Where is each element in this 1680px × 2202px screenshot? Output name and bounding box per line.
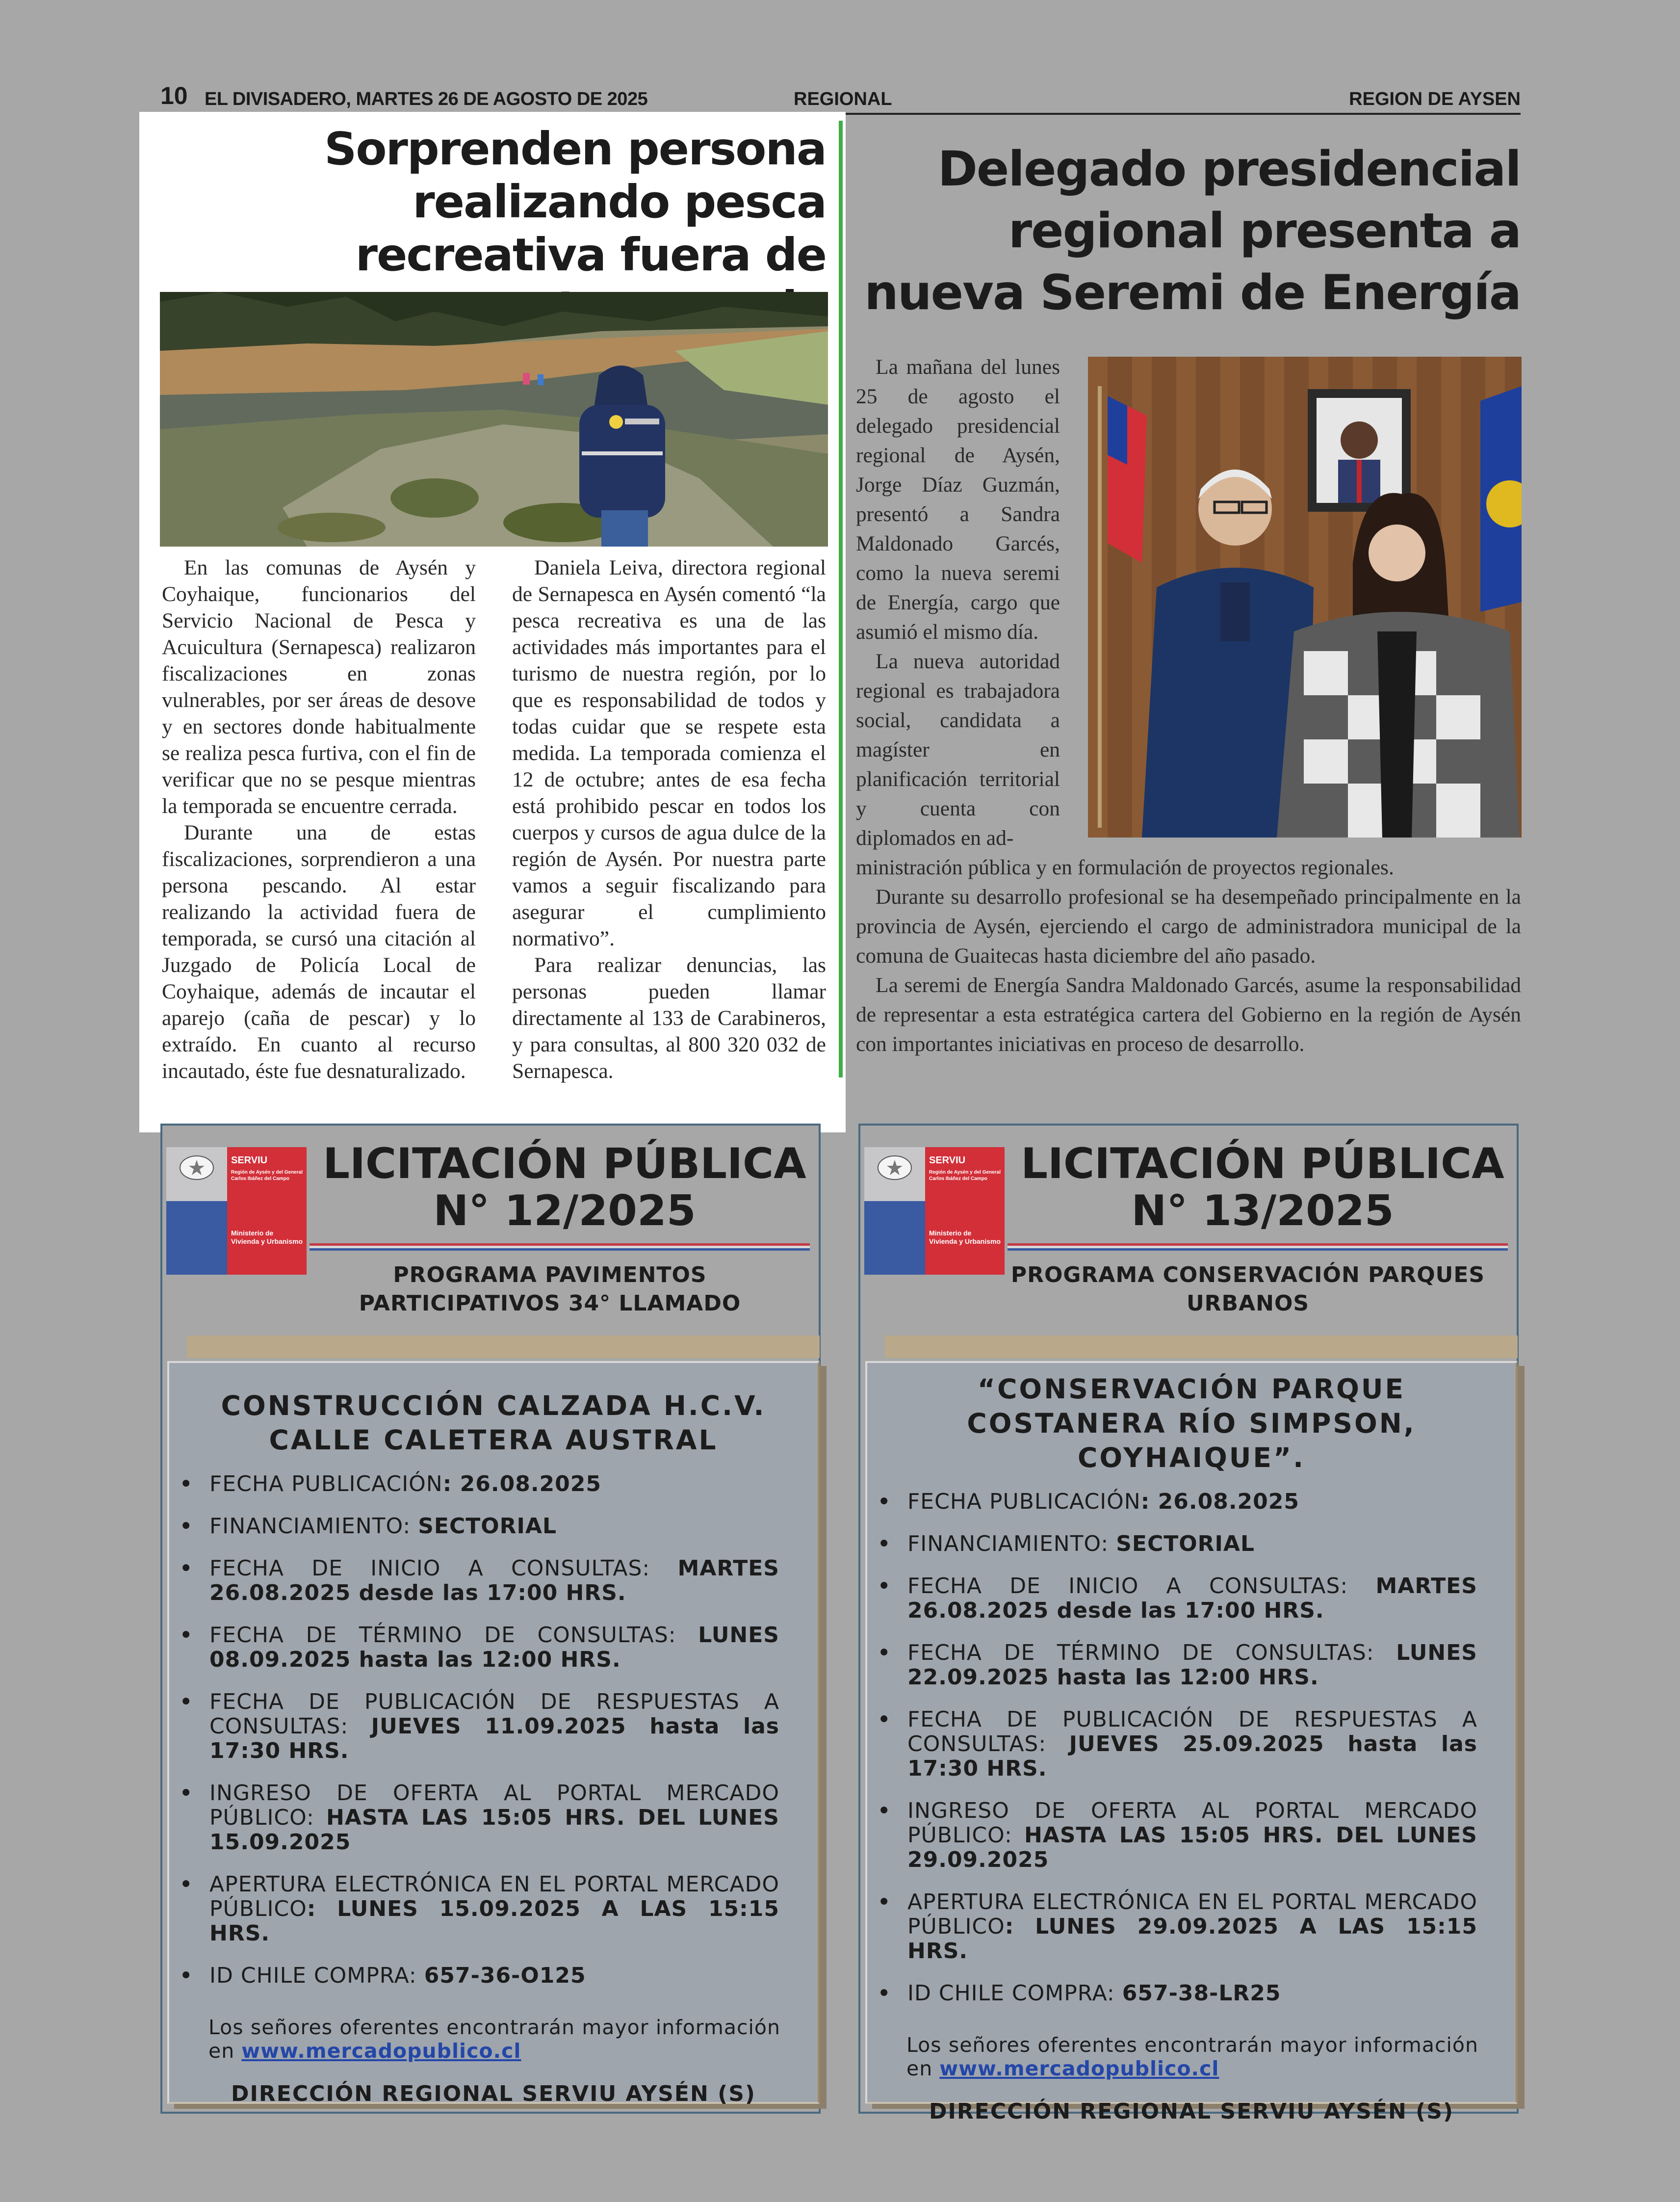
section-label: REGIONAL	[794, 89, 892, 109]
logo-region: Región de Aysén y del General Carlos Ibáñez del Campo	[929, 1170, 1001, 1181]
paragraph: ministración pública y en formulación de proyectos regionales.	[856, 856, 1394, 879]
ad-title	[1008, 1140, 1518, 1234]
tender-details-list	[169, 1472, 818, 1988]
paragraph: Durante su desarrollo profesional se ha desempeñado principalmente en la provincia de Aysén, ejerciendo el cargo de administradora municipal de la comuna de Guaitecas hasta diciembre del año pasado.	[856, 885, 1521, 968]
tender-ad-12	[160, 1124, 821, 2114]
list-item: • FECHA DE INICIO A CONSULTAS: MARTES 26.08.2025 desde las 17:00 HRS.	[209, 1556, 779, 1605]
list-item: • FECHA PUBLICACIÓN: 26.08.2025	[209, 1472, 779, 1496]
list-item: • FECHA PUBLICACIÓN: 26.08.2025	[907, 1490, 1477, 1514]
tender-details-list	[867, 1490, 1516, 2006]
article-column-2	[512, 554, 826, 1084]
logo-red-panel	[925, 1147, 1005, 1275]
paragraph: La mañana del lunes 25 de agosto el delegado presidencial regional de Aysén, Jorge Díaz Guzmán, presentó a Sandra Maldonado Garcés, como la nueva seremi de Energía, cargo que asumió el mismo día.	[856, 355, 1060, 644]
mercadopublico-link[interactable]: www.mercadopublico.cl	[241, 2039, 521, 2063]
project-title: “CONSERVACIÓN PARQUE COSTANERA RÍO SIMPSON, COYHAIQUE”.	[967, 1373, 1416, 1473]
list-item: • FECHA DE PUBLICACIÓN DE RESPUESTAS A CONSULTAS: JUEVES 11.09.2025 hasta las 17:30 HRS.	[209, 1690, 779, 1763]
tan-bar	[885, 1336, 1518, 1358]
tender-details-box	[865, 1361, 1518, 2124]
list-item: • APERTURA ELECTRÓNICA EN EL PORTAL MERCADO PÚBLICO: LUNES 29.09.2025 A LAS 15:15 HRS.	[907, 1890, 1477, 1964]
logo-flag-panel	[166, 1147, 227, 1275]
issuer-signature: DIRECCIÓN REGIONAL SERVIU AYSÉN (S)	[231, 2081, 756, 2106]
ad-title-line-1: LICITACIÓN PÚBLICA	[1021, 1139, 1504, 1188]
article-pesca	[139, 112, 846, 1132]
logo-blue-band	[166, 1201, 227, 1275]
logo-name: SERVIU	[231, 1155, 268, 1166]
serviu-logo	[166, 1147, 307, 1275]
river-photo	[160, 292, 828, 547]
page-header	[159, 82, 1521, 115]
logo-red-panel	[227, 1147, 307, 1275]
logo-ministry: Ministerio de Vivienda y Urbanismo	[231, 1229, 303, 1245]
ad-title-line-1: LICITACIÓN PÚBLICA	[323, 1139, 806, 1188]
logo-flag-panel	[864, 1147, 925, 1275]
ad-title	[310, 1140, 820, 1234]
tan-bar	[187, 1336, 820, 1358]
list-item: • FECHA DE TÉRMINO DE CONSULTAS: LUNES 08.09.2025 hasta las 12:00 HRS.	[209, 1623, 779, 1672]
coat-of-arms-icon	[864, 1147, 925, 1191]
list-item: • FINANCIAMIENTO: SECTORIAL	[209, 1514, 779, 1539]
page-number: 10	[160, 82, 188, 109]
list-item: • ID CHILE COMPRA: 657-36-O125	[209, 1964, 779, 1988]
program-name: PROGRAMA CONSERVACIÓN PARQUES URBANOS	[1010, 1262, 1485, 1316]
issuer-signature: DIRECCIÓN REGIONAL SERVIU AYSÉN (S)	[929, 2099, 1454, 2124]
title-rule	[310, 1243, 810, 1251]
tender-ad-13	[858, 1124, 1519, 2124]
list-item: • FECHA DE INICIO A CONSULTAS: MARTES 26.08.2025 desde las 17:00 HRS.	[907, 1574, 1477, 1623]
more-info-text: Los señores oferentes encontrarán mayor información en www.mercadopublico.cl	[208, 2016, 780, 2063]
logo-ministry: Ministerio de Vivienda y Urbanismo	[929, 1229, 1001, 1245]
list-item: • APERTURA ELECTRÓNICA EN EL PORTAL MERCADO PÚBLICO: LUNES 15.09.2025 A LAS 15:15 HRS.	[209, 1872, 779, 1946]
article-column-wide	[856, 853, 1521, 1059]
officials-photo	[1088, 357, 1522, 838]
paragraph: Durante una de estas fiscalizaciones, sorprendieron a una persona pescando. Al estar realizando la actividad fuera de temporada, se cursó una citación al Juzgado de Policía Local de Coyhaique, además de incautar el aparejo (caña de pescar) y lo extraído. En cuanto al recurso incautado, éste fue desnaturalizado.	[162, 821, 476, 1083]
paragraph: Para realizar denuncias, las personas pueden llamar directamente al 133 de Carabineros, y para consultas, al 800 320 032 de Sernapesca.	[512, 953, 826, 1083]
paragraph: La seremi de Energía Sandra Maldonado Garcés, asume la responsabilidad de representar a esta estratégica cartera del Gobierno en la región de Aysén con importantes iniciativas en proceso de desarrollo.	[856, 973, 1521, 1056]
article-headline: Sorprenden persona realizando pesca recreativa fuera de	[324, 123, 826, 281]
list-item: • ID CHILE COMPRA: 657-38-LR25	[907, 1981, 1477, 2006]
list-item: • FECHA DE PUBLICACIÓN DE RESPUESTAS A CONSULTAS: JUEVES 25.09.2025 hasta las 17:30 HRS.	[907, 1707, 1477, 1781]
paragraph: Daniela Leiva, directora regional de Sernapesca en Aysén comentó “la pesca recreativa es una de las actividades más importantes para el turismo de nuestra región, por lo que es responsabilidad de todos y todas cuidar que se respete esta medida. La temporada comienza el 12 de octubre; antes de esa fecha está prohibido pescar en todos los cuerpos y cursos de agua dulce de la región de Aysén. Por nuestra parte vamos a seguir fiscalizando para asegurar el cumplimiento normativo”.	[512, 556, 826, 950]
mercadopublico-link[interactable]: www.mercadopublico.cl	[939, 2057, 1219, 2080]
title-rule	[1008, 1243, 1508, 1251]
tender-details-box	[167, 1361, 820, 2104]
paragraph: La nueva autoridad regional es trabajadora social, candidata a magíster en planificación territorial y cuenta con diplomados en ad-	[856, 650, 1060, 850]
list-item: • INGRESO DE OFERTA AL PORTAL MERCADO PÚBLICO: HASTA LAS 15:05 HRS. DEL LUNES 29.09.2025	[907, 1799, 1477, 1872]
coat-of-arms-icon	[166, 1147, 227, 1191]
project-title: CONSTRUCCIÓN CALZADA H.C.V. CALLE CALETERA AUSTRAL	[221, 1390, 766, 1456]
ad-title-number: N° 12/2025	[433, 1186, 696, 1235]
article-headline-seremi: Delegado presidencial regional presenta a nueva Seremi de Energía	[864, 141, 1521, 321]
logo-name: SERVIU	[929, 1155, 966, 1166]
date-line: EL DIVISADERO, MARTES 26 DE AGOSTO DE 2025	[205, 89, 648, 109]
list-item: • FECHA DE TÉRMINO DE CONSULTAS: LUNES 22.09.2025 hasta las 12:00 HRS.	[907, 1641, 1477, 1690]
ad-title-number: N° 13/2025	[1131, 1186, 1394, 1235]
article-column-narrow	[856, 352, 1060, 853]
program-name: PROGRAMA PAVIMENTOS PARTICIPATIVOS 34° LLAMADO	[359, 1262, 741, 1316]
list-item: • FINANCIAMIENTO: SECTORIAL	[907, 1532, 1477, 1556]
list-item: • INGRESO DE OFERTA AL PORTAL MERCADO PÚBLICO: HASTA LAS 15:05 HRS. DEL LUNES 15.09.2025	[209, 1781, 779, 1855]
region-label: REGION DE AYSEN	[1349, 89, 1521, 109]
logo-region: Región de Aysén y del General Carlos Ibáñez del Campo	[231, 1170, 303, 1181]
article-column-1	[162, 554, 476, 1084]
logo-blue-band	[864, 1201, 925, 1275]
paragraph: En las comunas de Aysén y Coyhaique, funcionarios del Servicio Nacional de Pesca y Acuicultura (Sernapesca) realizaron fiscalizaciones en zonas vulnerables, por ser áreas de desove y en sectores donde habitualmente se realiza pesca furtiva, con el fin de verificar que no se pesque mientras la temporada se encuentre cerrada.	[162, 556, 476, 818]
column-divider	[839, 121, 843, 1077]
serviu-logo	[864, 1147, 1005, 1275]
more-info-text: Los señores oferentes encontrarán mayor información en www.mercadopublico.cl	[906, 2033, 1478, 2080]
